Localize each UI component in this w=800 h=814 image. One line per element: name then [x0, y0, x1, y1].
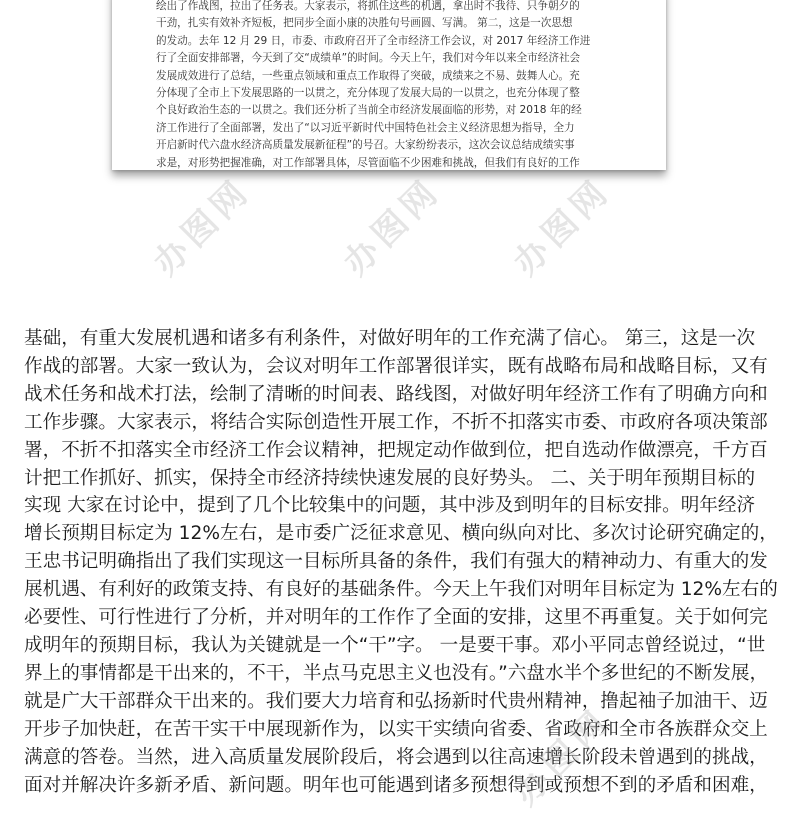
preview-page-text: 绘出了作战图，拉出了任务表。大家表示，将抓住这些的机遇，拿出时不我待、只争朝夕的 干劲，扎实有效补齐短板，把同步全面小康的决胜句号画圆、写满。 第二，这是一次思想 的发动。去年 12 月 29 日，市委、市政府召开了全市经济工作会议，对 2017 年经济工作进 行了全面安排部署，今天到了交“成绩单”的时间。今天上午，我们对今年以来全市经济社会 发展成效进行了总结，一些重点领域和重点工作取得了突破，成绩来之不易、鼓舞人心。充 分体现了全市上下发展思路的一以贯之，充分体现了发展大局的一以贯之，也充分体现了整 个良好政治生态的一以贯之。我们还分析了当前全市经济发展面临的形势，对 2018 年的经 济工作进行了全面部署，发出了“以习近平新时代中国特色社会主义经济思想为指导，全力 开启新时代六盘水经济高质量发展新征程”的号召。大家纷纷表示，这次会议总结成绩实事 求是，对形势把握准确，对工作部署具体，尽管面临不少困难和挑战，但我们有良好的工作 — [156, 0, 591, 169]
document-body-text: 基础，有重大发展机遇和诸多有利条件，对做好明年的工作充满了信心。 第三，这是一次 作战的部署。大家一致认为，会议对明年工作部署很详实，既有战略布局和战略目标，又有 战术任务和战术打法，绘制了清晰的时间表、路线图，对做好明年经济工作有了明确方向和 工作步骤。大家表示，将结合实际创造性开展工作，不折不扣落实市委、市政府各项决策部 署，不折不扣落实全市经济工作会议精神，把规定动作做到位，把自选动作做漂亮，千方百 计把工作抓好、抓实，保持全市经济持续快速发展的良好势头。 二、关于明年预期目标的 实现 大家在讨论中，提到了几个比较集中的问题，其中涉及到明年的目标安排。明年经济 增长预期目标定为 12%左右，是市委广泛征求意见、横向纵向对比、多次讨论研究确定的， 王忠书记明确指出了我们实现这一目标所具备的条件，我们有强大的精神动力、有重大的发 展机遇、有利好的政策支持、有良好的基础条件。今天上午我们对明年目标定为 12%左右的 必要性、可行性进行了分析，并对明年的工作作了全面的安排，这里不再重复。关于如何完 成明年的预期目标，我认为关键就是一个“干”字。 一是要干事。邓小平同志曾经说过，“世 界上的事情都是干出来的，不干，半点马克思主义也没有。”六盘水半个多世纪的不断发展， 就是广大干部群众干出来的。我们要大力培育和弘扬新时代贵州精神，撸起袖子加油干、迈 开步子加快赶，在苦干实干中展现新作为，以实干实绩向省委、省政府和全市各族群众交上 满意的答卷。当然，进入高质量发展阶段后，将会遇到以往高速增长阶段未曾遇到的挑战， 面对并解决许多新矛盾、新问题。明年也可能遇到诸多预想得到或预想不到的矛盾和困难， — [24, 328, 778, 796]
watermark-right: 办图网 — [505, 170, 620, 284]
watermark-left: 办图网 — [145, 170, 260, 284]
document-preview-card — [112, 0, 666, 170]
watermark-center: 办图网 — [335, 170, 450, 284]
watermark-lower-center: 办图网 — [505, 700, 620, 814]
